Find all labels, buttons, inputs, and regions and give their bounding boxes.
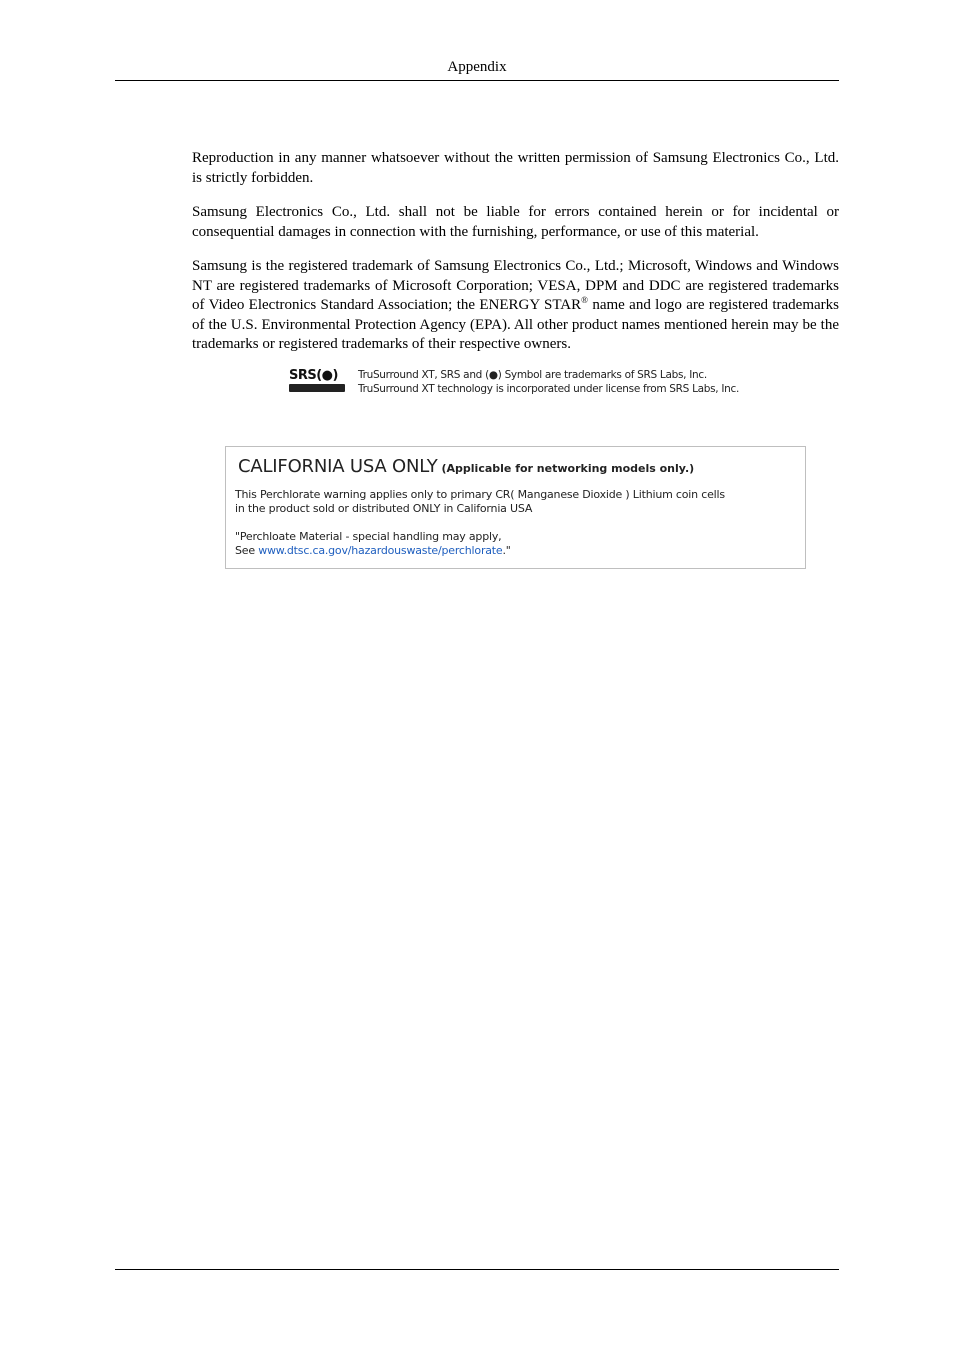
srs-trademark-text [358,368,758,396]
perchlorate-material-line-1: "Perchloate Material - special handling may apply, [235,530,502,543]
california-title-note: (Applicable for networking models only.) [441,462,695,475]
california-title [238,456,694,477]
header-rule [115,80,839,81]
california-notice-box [225,446,806,569]
perchlorate-material-line-2 [235,544,805,558]
perchlorate-material [235,530,805,558]
trademark-text-end: name and logo are registered trademarks of the U.S. Environmental Protection Agency (EPA). All other product names mentioned herein may be the trademarks or registered trademarks of their respective owners. [192,297,839,352]
material-end: ." [502,544,511,557]
footer-rule [115,1269,839,1270]
registered-mark: ® [581,295,588,305]
california-title-main: CALIFORNIA USA ONLY [238,456,438,477]
page-header: Appendix [447,59,507,75]
srs-logo-mark: SRS(●) [289,368,338,383]
perchlorate-warning-line-1: This Perchlorate warning applies only to primary CR( Manganese Dioxide ) Lithium coin cells [235,488,725,501]
srs-logo [288,368,348,396]
perchlorate-warning-line-2: in the product sold or distributed ONLY in California USA [235,502,533,515]
dtsc-link[interactable]: www.dtsc.ca.gov/hazardouswaste/perchlorate [258,544,503,557]
trademark-paragraph [192,257,839,355]
liability-paragraph: Samsung Electronics Co., Ltd. shall not be liable for errors contained herein or for incidental or consequential damages in connection with the furnishing, performance, or use of this material. [192,204,839,240]
see-label: See [235,544,259,557]
srs-logo-bar [289,384,345,392]
srs-trademark-block [288,368,758,398]
perchlorate-warning [235,488,805,516]
reproduction-paragraph: Reproduction in any manner whatsoever without the written permission of Samsung Electronics Co., Ltd. is strictly forbidden. [192,150,839,186]
trademark-text-start: Samsung is the registered trademark of Samsung Electronics Co., Ltd.; Microsoft, Windows and Windows NT are registered trademarks of Microsoft Corporation; VESA, DPM and DDC are registered trademarks of Video Electronics Standard Association; the ENERGY STAR [192,258,839,313]
srs-line-1: TruSurround XT, SRS and (●) Symbol are trademarks of SRS Labs, Inc. [358,369,707,381]
legal-notice [192,149,839,370]
srs-line-2: TruSurround XT technology is incorporated under license from SRS Labs, Inc. [358,383,740,395]
